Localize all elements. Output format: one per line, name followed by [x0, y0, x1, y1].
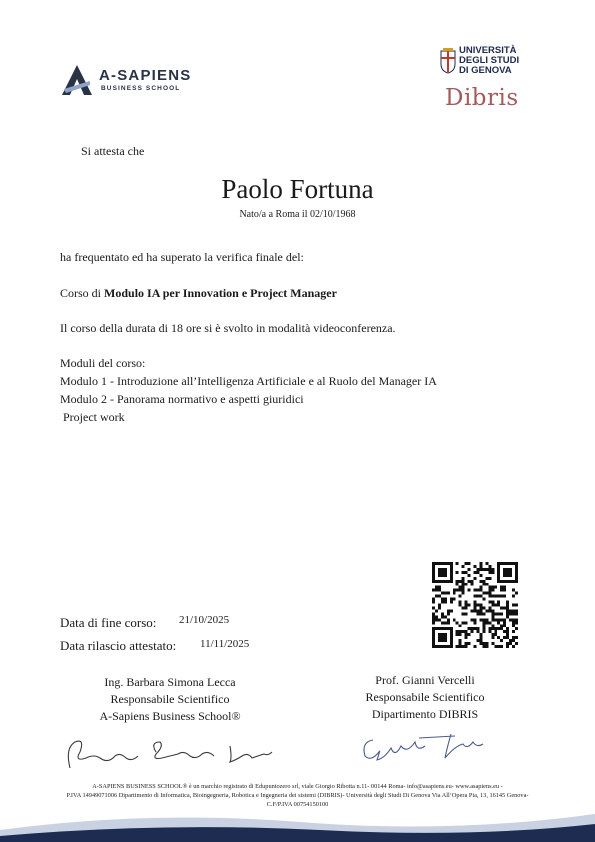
issue-date-label: Data rilascio attestato: [60, 638, 177, 653]
issue-date-value: 11/11/2025 [200, 638, 250, 650]
footer-line: A-SAPIENS BUSINESS SCHOOL® è un marchio registrato di Edupuntozero srl, viale Giorgio Ribotta n.11- 00144 Roma- info@asapiens.eu- www.asapiens.eu - [92, 783, 503, 790]
recipient-name: Paolo Fortuna [221, 174, 374, 204]
module-item: Project work [60, 410, 125, 424]
birth-info: Nato/a a Roma il 02/10/1968 [239, 209, 356, 220]
signer-right-role: Responsabile Scientifico [365, 690, 485, 704]
duration-text: Il corso della durata di 18 ore si è svolto in modalità videoconferenza. [60, 321, 396, 335]
module-item: Modulo 2 - Panorama normativo e aspetti giuridici [60, 392, 304, 406]
signature-left-graphic [60, 728, 280, 778]
asapiens-logo-name: A-SAPIENS [99, 67, 192, 84]
signer-right-org: Dipartimento DIBRIS [371, 707, 479, 721]
signature-block-left [70, 674, 270, 725]
modules-title: Moduli del corso: [60, 356, 146, 370]
unige-shield-icon [440, 48, 456, 74]
signer-left-org: A-Sapiens Business School® [99, 709, 241, 723]
end-date-value: 21/10/2025 [179, 614, 230, 626]
attended-text: ha frequentato ed ha superato la verifica finale del: [60, 250, 304, 264]
footer-wave-decoration [0, 800, 595, 842]
end-date-label: Data di fine corso: [60, 615, 157, 630]
signer-right-name: Prof. Gianni Vercelli [375, 673, 475, 687]
signer-left-role: Responsabile Scientifico [110, 692, 230, 706]
course-line [60, 286, 337, 301]
course-prefix: Corso di [60, 286, 102, 300]
signature-right-graphic [355, 728, 495, 768]
course-name: Modulo IA per Innovation e Project Manager [104, 286, 337, 300]
qr-code [432, 562, 518, 648]
signature-block-right [330, 672, 520, 723]
asapiens-logo [60, 63, 200, 103]
unige-logo-text: UNIVERSITÀ DEGLI STUDI DI GENOVA [459, 45, 520, 76]
footer-line: C.F/P.IVA 00754150100 [266, 801, 329, 808]
module-item: Modulo 1 - Introduzione all’Intelligenza Artificiale e al Ruolo del Manager IA [60, 374, 437, 388]
intro-text: Si attesta che [81, 144, 145, 158]
dibris-logo: Dibris [445, 85, 519, 111]
signer-left-name: Ing. Barbara Simona Lecca [104, 675, 236, 689]
footer-line: P.IVA 14949071006 Dipartimento di Informatica, Bioingegneria, Robotica e Ingegneria dei sistemi (DIBRIS)- Università degli Studi Di Genova Via All’Opera Pia, 13, 16145 Genova- [66, 792, 529, 799]
unige-logo [440, 45, 560, 115]
asapiens-logo-subtitle: BUSINESS SCHOOL [101, 85, 181, 92]
asapiens-mark-icon [60, 63, 94, 97]
